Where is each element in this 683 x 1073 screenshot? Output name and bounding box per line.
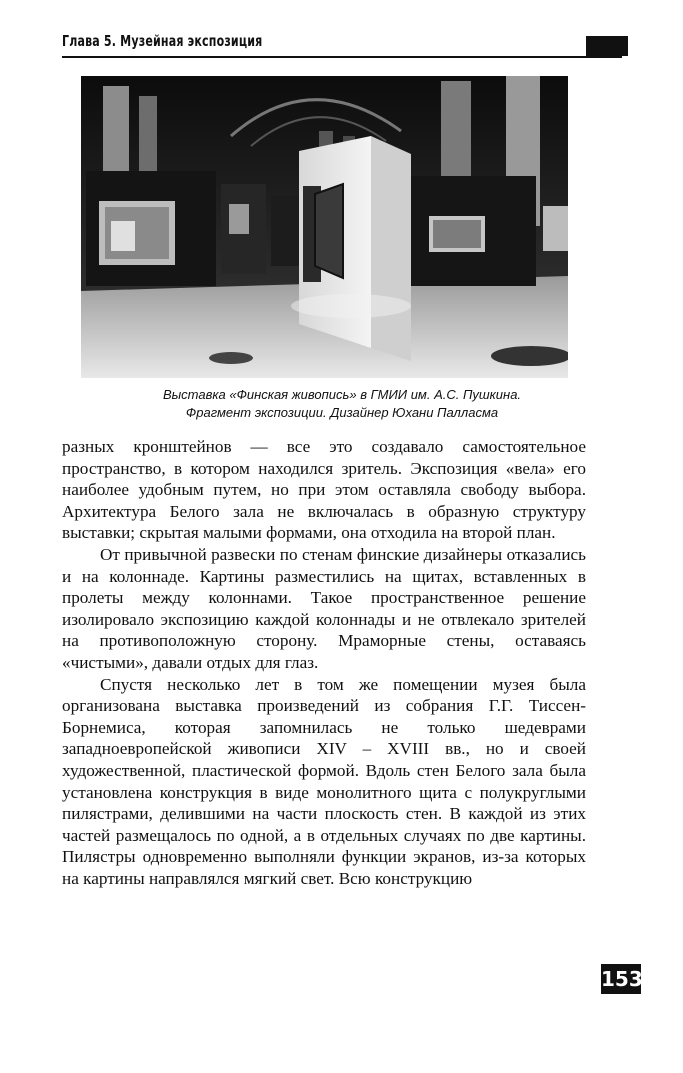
header-marker-block [586,36,628,56]
figure-caption [62,386,622,422]
exhibition-photo [81,76,568,378]
body-text [62,436,586,889]
caption-line-1: Выставка «Финская живопись» в ГМИИ им. А.С. Пушкина. [162,387,522,402]
running-head [62,30,622,58]
page-number: 153 [601,964,641,994]
chapter-title: Глава 5. Музейная экспозиция [62,32,263,50]
paragraph-3: Спустя несколько лет в том же помещении музея была организована выставка произведений из собрания Г.Г. Тиссен-Борнемиса, которая запомнилась не только шедеврами западноевропейской живописи XIV – XVIII вв., но и своей художественной, пластической формой. Вдоль стен Белого зала была установлена конструкция в виде монолитного щита с полукруглыми пилястрами, делившими на части плоскость стен. В каждой из этих частей размещалось по одной, а в отдельных случаях по две картины. Пилястры одновременно выполняли функции экранов, из-за которых на картины направлялся мягкий свет. Всю конструкцию [62,674,586,888]
caption-line-2: Фрагмент экспозиции. Дизайнер Юхани Палласма [185,405,499,420]
paragraph-1: разных кронштейнов — все это создавало самостоятельное пространство, в котором находился зритель. Экспозиция «вела» его наиболее удобным путем, но при этом оставляла свободу выбора. Архитектура Белого зала не включалась в образную структуру выставки; скрытая малыми формами, она отходила на второй план. [62,437,586,543]
paragraph-2: От привычной развески по стенам финские дизайнеры отказались и на колоннаде. Картины разместились на щитах, вставленных в пролеты между колоннами. Такое пространственное решение изолировало экспозицию каждой колоннады и не отвлекало зрителей на противоположную сторону. Мраморные стены, оставаясь «чистыми», давали отдых для глаз. [62,544,586,672]
